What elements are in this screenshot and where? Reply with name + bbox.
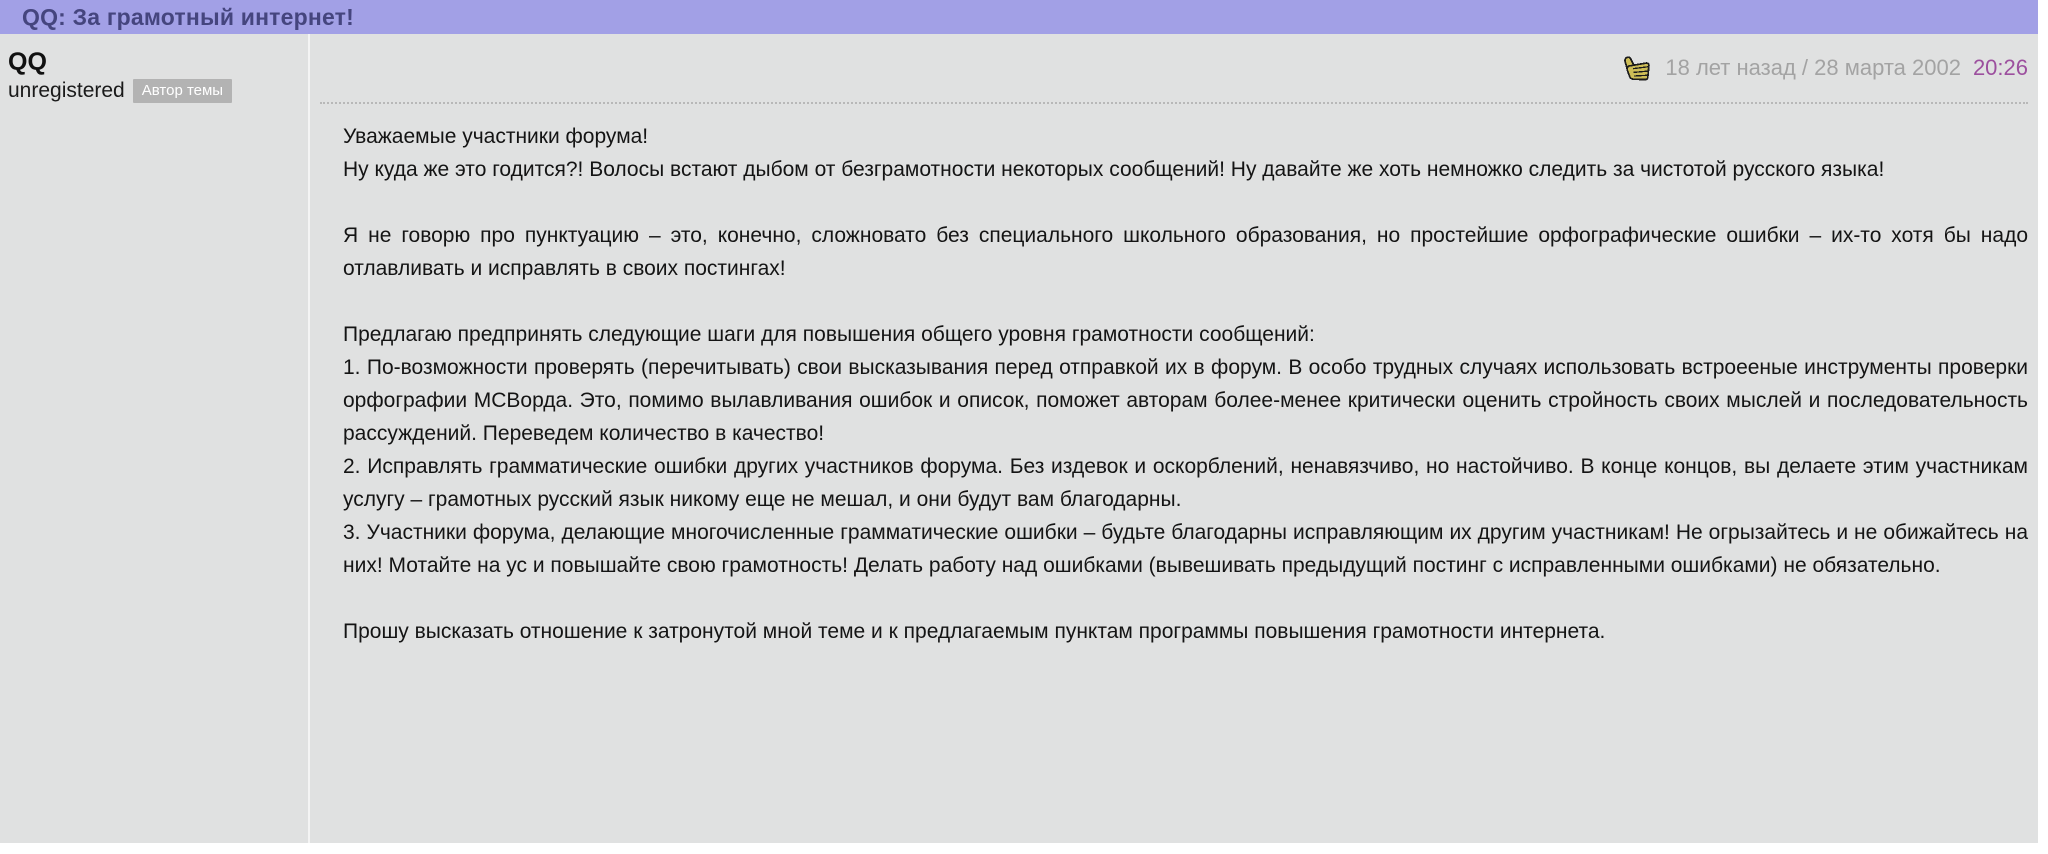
thumbs-up-icon[interactable] bbox=[1619, 54, 1651, 83]
paragraph-spacer bbox=[343, 285, 2028, 318]
forum-post bbox=[0, 34, 2038, 843]
author-status: unregistered bbox=[8, 79, 125, 102]
author-meta-line bbox=[8, 79, 300, 103]
paragraph-spacer bbox=[343, 186, 2028, 219]
topic-title: QQ: За грамотный интернет! bbox=[22, 3, 354, 30]
post-body bbox=[320, 104, 2028, 648]
post-content-panel bbox=[310, 34, 2038, 843]
paragraph-spacer bbox=[343, 582, 2028, 615]
post-paragraph: Я не говорю про пунктуацию – это, конечно, сложновато без специального школьного образования, но простейшие орфографические ошибки – их-то хотя бы надо отлавливать и исправлять в своих постингах! bbox=[343, 224, 2028, 280]
post-paragraph: Ну куда же это годится?! Волосы встают дыбом от безграмотности некоторых сообщений! Ну давайте же хоть немножко следить за чистотой русского языка! bbox=[343, 158, 1885, 181]
post-paragraph: 3. Участники форума, делающие многочисленные грамматические ошибки – будьте благодарны исправляющим их другим участникам! Не огрызайтесь и не обижайтесь на них! Мотайте на ус и повышайте свою грамотность! Делать работу над ошибками (вывешивать предыдущий постинг с исправленными ошибками) не обязательно. bbox=[343, 521, 2028, 577]
post-meta-row bbox=[320, 34, 2028, 104]
author-panel bbox=[0, 34, 310, 843]
post-paragraph: Прошу высказать отношение к затронутой мной теме и к предлагаемым пунктам программы повышения грамотности интернета. bbox=[343, 620, 1606, 643]
author-name[interactable]: QQ bbox=[8, 48, 47, 76]
post-date: 18 лет назад / 28 марта 2002 bbox=[1665, 55, 1961, 80]
post-paragraph: 2. Исправлять грамматические ошибки других участников форума. Без издевок и оскорблений, ненавязчиво, но настойчиво. В конце концов, вы делаете этим участникам услугу – грамотных русский язык никому еще не мешал, и они будут вам благодарны. bbox=[343, 455, 2028, 511]
post-time-link[interactable]: 20:26 bbox=[1972, 55, 2028, 80]
topic-title-bar bbox=[0, 0, 2038, 34]
topic-author-badge: Автор темы bbox=[133, 79, 232, 103]
post-paragraph: 1. По-возможности проверять (перечитывать) свои высказывания перед отправкой их в форум. В особо трудных случаях использовать встроееные инструменты проверки орфографии МСВорда. Это, помимо вылавливания ошибок и описок, поможет авторам более-менее критически оценить стройность своих мыслей и последовательность рассуждений. Переведем количество в качество! bbox=[343, 356, 2028, 445]
post-paragraph: Предлагаю предпринять следующие шаги для повышения общего уровня грамотности сообщений: bbox=[343, 323, 1315, 346]
post-paragraph: Уважаемые участники форума! bbox=[343, 125, 649, 148]
